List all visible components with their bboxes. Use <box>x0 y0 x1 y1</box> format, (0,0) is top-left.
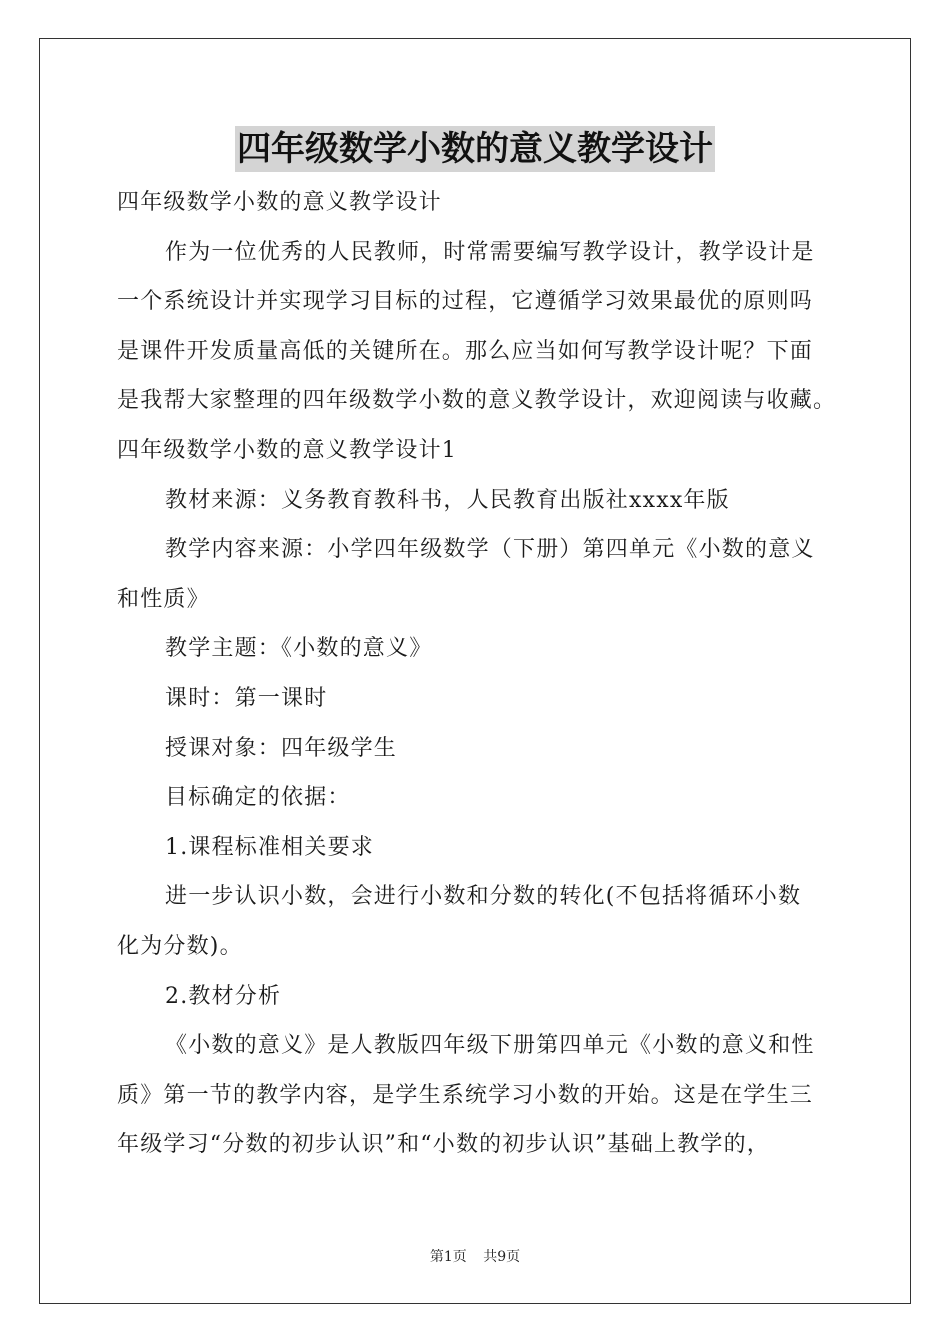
paragraph-line: 课时：第一课时 <box>165 685 328 711</box>
paragraph-line: 一个系统设计并实现学习目标的过程，它遵循学习效果最优的原则吗 <box>117 289 814 315</box>
paragraph-line: 是我帮大家整理的四年级数学小数的意义教学设计，欢迎阅读与收藏。 <box>117 388 837 414</box>
paragraph-line: 作为一位优秀的人民教师，时常需要编写教学设计，教学设计是 <box>165 239 815 265</box>
page-footer <box>0 1246 950 1266</box>
document-title: 四年级数学小数的意义教学设计 <box>235 126 715 172</box>
paragraph-line: 是课件开发质量高低的关键所在。那么应当如何写教学设计呢？下面 <box>117 338 814 364</box>
page-number: 第1页 <box>429 1249 467 1265</box>
paragraph-line: 质》第一节的教学内容，是学生系统学习小数的开始。这是在学生三 <box>117 1082 814 1108</box>
title-container <box>0 126 950 172</box>
paragraph-line: 年级学习“分数的初步认识”和“小数的初步认识”基础上教学的， <box>117 1132 770 1158</box>
subtitle-line: 四年级数学小数的意义教学设计 <box>117 190 442 215</box>
paragraph-line: 教学内容来源：小学四年级数学（下册）第四单元《小数的意义 <box>165 537 815 563</box>
document-body <box>117 178 857 1170</box>
list-heading: 1.课程标准相关要求 <box>165 834 374 860</box>
paragraph-line: 和性质》 <box>117 586 210 612</box>
paragraph-line: 教材来源：义务教育教科书，人民教育出版社xxxx年版 <box>165 487 730 513</box>
list-heading: 2.教材分析 <box>165 983 282 1009</box>
total-pages: 共9页 <box>483 1249 521 1265</box>
paragraph-line: 进一步认识小数，会进行小数和分数的转化(不包括将循环小数 <box>165 884 802 910</box>
paragraph-line: 教学主题：《小数的意义》 <box>165 636 433 662</box>
paragraph-line: 目标确定的依据： <box>165 785 351 811</box>
section-heading: 四年级数学小数的意义教学设计1 <box>117 437 457 463</box>
paragraph-line: 授课对象：四年级学生 <box>165 735 398 761</box>
paragraph-line: 化为分数)。 <box>117 933 243 959</box>
paragraph-line: 《小数的意义》是人教版四年级下册第四单元《小数的意义和性 <box>165 1033 815 1059</box>
